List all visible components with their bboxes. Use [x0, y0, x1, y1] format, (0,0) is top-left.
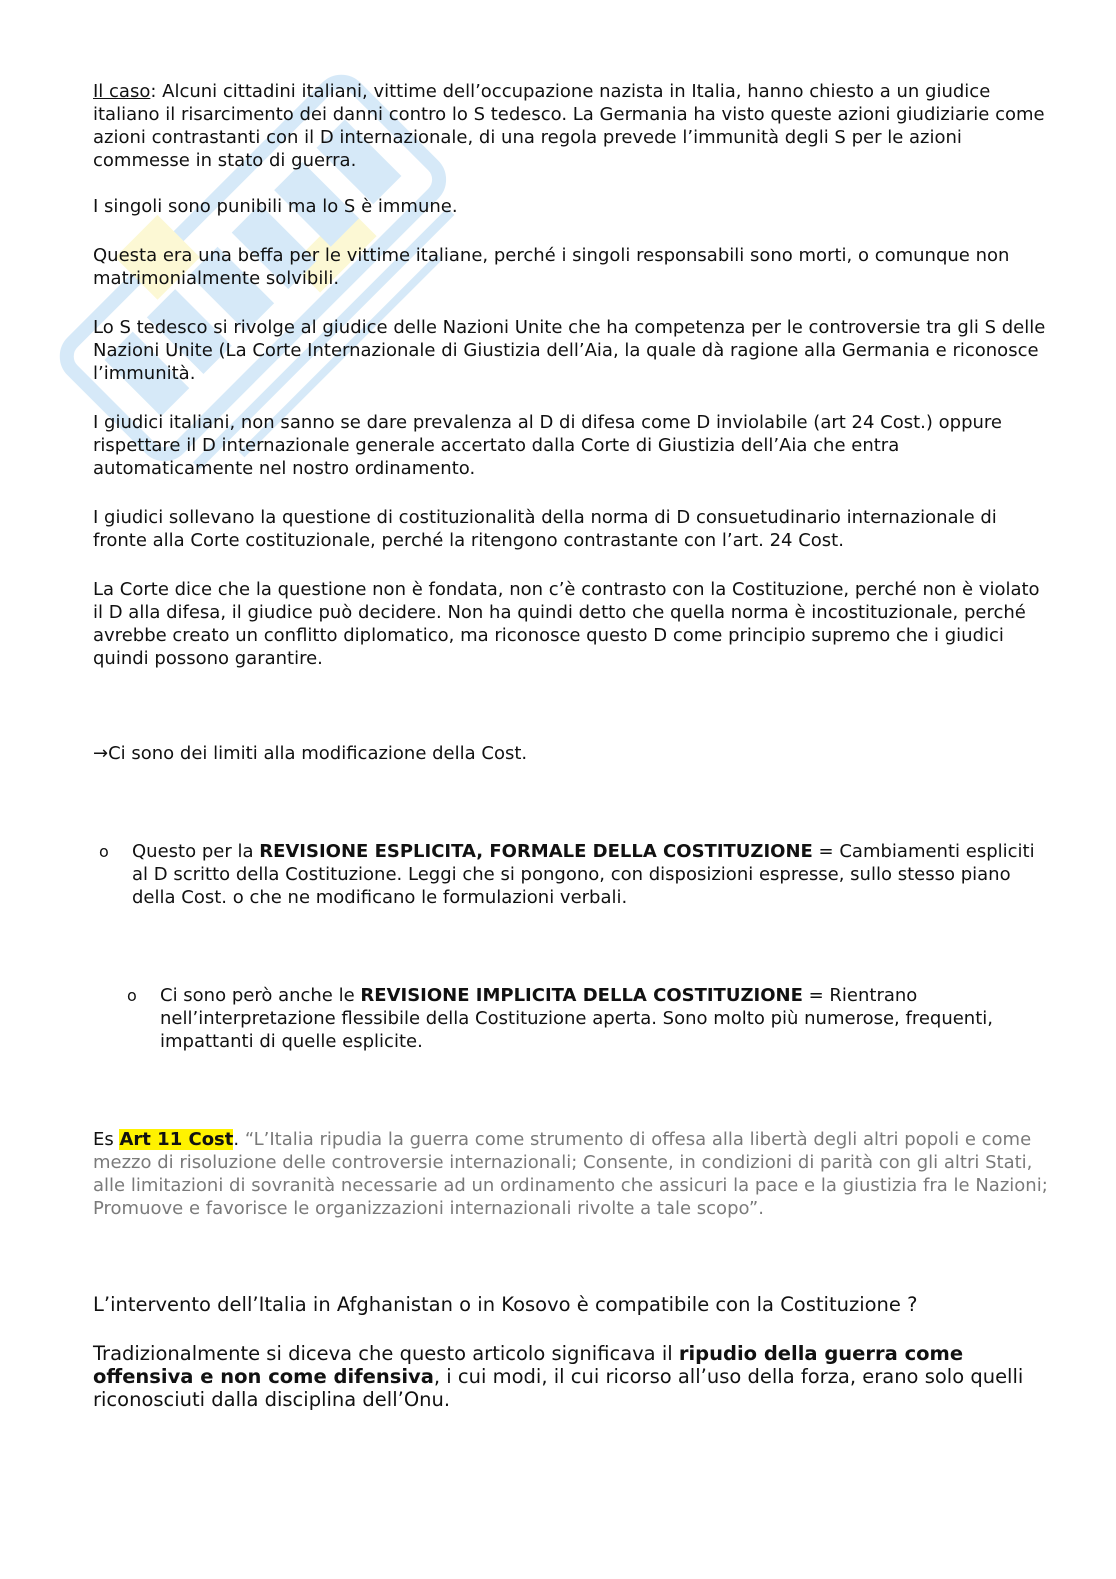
art11-quote: “L’Italia ripudia la guerra come strumento di offesa alla libertà degli altri popoli e come mezzo di risoluzione delle controversie internazionali; Consente, in condizioni di parità con gli altri Stati, alle limitazioni di sovranità necessarie ad un ordinamento che assicuri la pace e la giustizia fra le Nazioni; Promuove e favorisce le organizzazioni internazionali rivolte a tale scopo”. — [93, 1129, 1048, 1219]
paragraph-corte: La Corte dice che la questione non è fondata, non c’è contrasto con la Costituzione, perché non è violato il D alla difesa, il giudice può decidere. Non ha quindi detto che quella norma è incostituzionale, perché avrebbe creato un conflitto diplomatico, ma riconosce questo D come principio supremo che i giudici quindi possono garantire. — [93, 579, 1040, 669]
bullet2-pre: Ci sono però anche le — [160, 985, 361, 1006]
bullet-marker: o — [127, 986, 137, 1005]
trad-bold: ripudio della guerra come offensiva e non come difensiva — [93, 1342, 964, 1388]
art11-highlight: Art 11 Cost — [119, 1129, 234, 1150]
caso-text: : Alcuni cittadini italiani, vittime dell’occupazione nazista in Italia, hanno chiesto a un giudice italiano il risarcimento dei danni contro lo S tedesco. La Germania ha visto queste azioni giudiziarie come azioni contrastanti con il D internazionale, di una regola prevede l’immunità degli S per le azioni commesse in stato di guerra. — [93, 81, 1045, 171]
paragraph-costituzionalita: I giudici sollevano la questione di costituzionalità della norma di D consuetudinario internazionale di fronte alla Corte costituzionale, perché la ritengono contrastante con l’art. 24 Cost. — [93, 507, 997, 551]
paragraph-nazioni-unite: Lo S tedesco si rivolge al giudice delle Nazioni Unite che ha competenza per le controversie tra gli S delle Nazioni Unite (La Corte Internazionale di Giustizia dell’Aia, la quale dà ragione alla Germania e riconosce l’immunità. — [93, 317, 1046, 384]
bullet-revisione-implicita — [93, 984, 1053, 1053]
paragraph-tradizionalmente — [93, 1342, 1053, 1411]
document-body — [93, 80, 1053, 1411]
bullet-revisione-esplicita — [93, 840, 1053, 909]
paragraph-immunity: I singoli sono punibili ma lo S è immune. — [93, 196, 458, 217]
bullet1-bold: REVISIONE ESPLICITA, FORMALE DELLA COSTITUZIONE — [259, 841, 813, 862]
paragraph-giudici-italiani: I giudici italiani, non sanno se dare prevalenza al D di difesa come D inviolabile (art 24 Cost.) oppure rispettare il D internazionale generale accertato dalla Corte di Giustizia dell’Aia che entra automaticamente nel nostro ordinamento. — [93, 412, 1002, 479]
bullet-marker: o — [99, 842, 109, 861]
paragraph-beffa: Questa era una beffa per le vittime italiane, perché i singoli responsabili sono morti, o comunque non matrimonialmente solvibili. — [93, 245, 1010, 289]
caso-label: Il caso — [93, 81, 151, 102]
art11-prefix: Es — [93, 1129, 120, 1150]
arrow-line: →Ci sono dei limiti alla modificazione della Cost. — [93, 743, 528, 764]
trad-pre: Tradizionalmente si diceva che questo articolo significava il — [93, 1342, 679, 1365]
bullet1-pre: Questo per la — [132, 841, 260, 862]
art11-sep: . — [233, 1129, 245, 1150]
paragraph-art11 — [93, 1128, 1053, 1220]
question-afghanistan: L’intervento dell’Italia in Afghanistan o in Kosovo è compatibile con la Costituzione ? — [93, 1293, 918, 1316]
bullet2-bold: REVISIONE IMPLICITA DELLA COSTITUZIONE — [360, 985, 803, 1006]
paragraph-caso — [93, 80, 1053, 172]
bullet2-post: = Rientrano nell’interpretazione flessibile della Costituzione aperta. Sono molto più numerose, frequenti, impattanti di quelle esplicite. — [160, 985, 993, 1052]
bullet1-post: = Cambiamenti espliciti al D scritto della Costituzione. Leggi che si pongono, con disposizioni espresse, sullo stesso piano della Cost. o che ne modificano le formulazioni verbali. — [132, 841, 1035, 908]
trad-post: , i cui modi, il cui ricorso all’uso della forza, erano solo quelli riconosciuti dalla disciplina dell’Onu. — [93, 1365, 1024, 1411]
